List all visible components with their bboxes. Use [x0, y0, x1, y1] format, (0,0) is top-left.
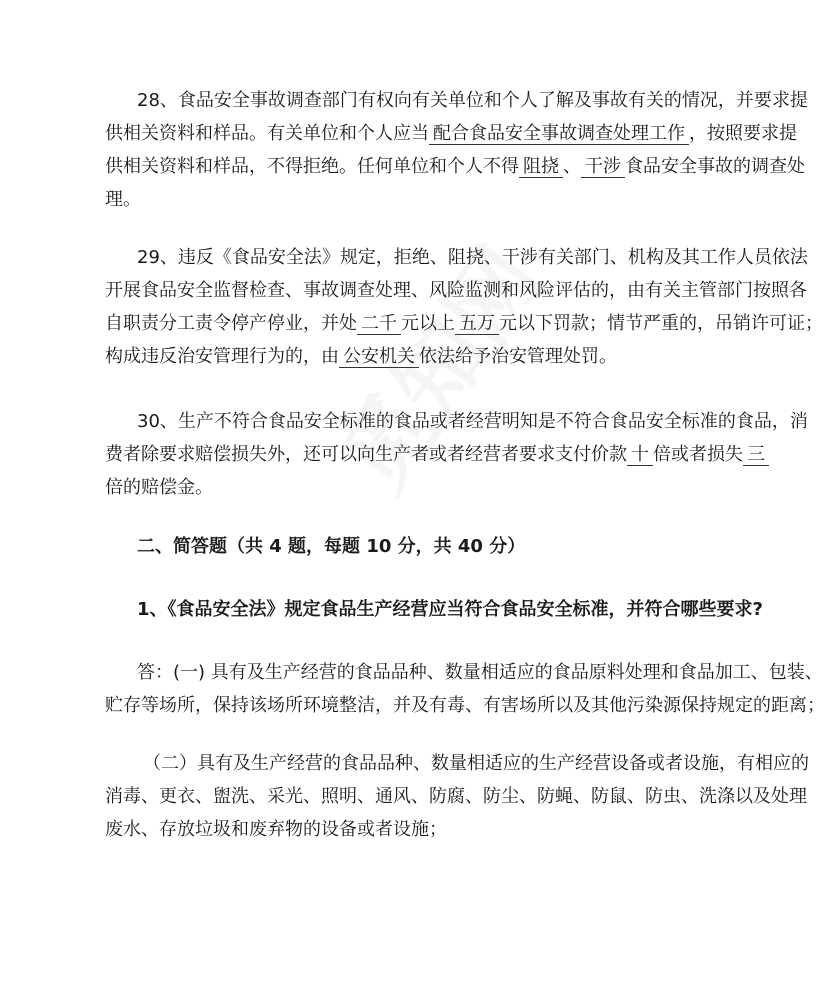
text-segment: 30、生产不符合食品安全标准的食品或者经营明知是不符合食品安全标准的食品，消: [137, 411, 808, 432]
text-segment: 费者除要求赔偿损失外，还可以向生产者或者经营者要求支付价款: [105, 444, 627, 465]
text-segment: 自职责分工责令停产停业，并处: [105, 313, 357, 334]
text-line: [105, 817, 737, 843]
text-segment: 食品安全事故的调查处: [625, 156, 805, 177]
text-line: [105, 88, 808, 114]
text-segment: 开展食品安全监督检查、事故调查处理、风险监测和风险评估的，由有关主管部门按照各: [105, 280, 807, 301]
text-segment: 倍的赔偿金。: [105, 477, 213, 498]
text-line: [105, 751, 809, 777]
text-line: [105, 278, 807, 304]
text-segment: 元以下罚款；情节严重的，吊销许可证；: [499, 313, 823, 334]
text-segment: 28、食品安全事故调查部门有权向有关单位和个人了解及事故有关的情况，并要求提: [137, 90, 808, 111]
filled-blank-answer: 配合食品安全事故调查处理工作: [429, 123, 689, 145]
text-segment: 依法给予治安管理处罚。: [419, 346, 617, 367]
text-segment: （二）具有及生产经营的食品品种、数量相适应的生产经营设备或者设施，有相应的: [143, 753, 809, 774]
text-line: [105, 693, 825, 719]
text-line: [105, 442, 765, 468]
text-segment: 1、《食品安全法》规定食品生产经营应当符合食品安全标准，并符合哪些要求?: [137, 599, 763, 620]
filled-blank-answer: 五万: [455, 313, 499, 335]
text-line: [105, 784, 807, 810]
text-segment: 元以上: [401, 313, 455, 334]
filled-blank-answer: 干涉: [581, 156, 625, 178]
text-line: [105, 409, 808, 435]
text-segment: 供相关资料和样品。有关单位和个人应当: [105, 123, 429, 144]
text-segment: 二、简答题（共 4 题，每题 10 分，共 40 分）: [137, 536, 526, 557]
text-line: [105, 187, 737, 213]
text-line: [105, 344, 737, 370]
text-segment: 贮存等场所，保持该场所环境整洁，并及有毒、有害场所以及其他污染源保持规定的距离；: [105, 695, 825, 716]
text-segment: 、: [563, 156, 581, 177]
text-line: [105, 534, 737, 560]
text-segment: 供相关资料和样品，不得拒绝。任何单位和个人不得: [105, 156, 519, 177]
text-line: [105, 475, 737, 501]
text-line: [105, 245, 808, 271]
text-line: [105, 660, 823, 686]
text-segment: 理。: [105, 189, 141, 210]
text-line: [105, 311, 823, 337]
filled-blank-answer: 公安机关: [339, 346, 419, 368]
text-line: [105, 121, 797, 147]
filled-blank-answer: 阻挠: [519, 156, 563, 178]
text-segment: 29、违反《食品安全法》规定，拒绝、阻挠、干涉有关部门、机构及其工作人员依法: [137, 247, 808, 268]
text-segment: 倍或者损失: [653, 444, 743, 465]
filled-blank-answer: 十: [627, 444, 653, 466]
filled-blank-answer: 三: [743, 444, 769, 466]
text-segment: 答：(一) 具有及生产经营的食品品种、数量相适应的食品原料处理和食品加工、包装、: [137, 662, 823, 683]
text-segment: 废水、存放垃圾和废弃物的设备或者设施；: [105, 819, 447, 840]
text-segment: ，按照要求提: [689, 123, 797, 144]
text-line: [105, 154, 805, 180]
text-segment: 构成违反治安管理行为的，由: [105, 346, 339, 367]
text-segment: 消毒、更衣、盥洗、采光、照明、通风、防腐、防尘、防蝇、防鼠、防虫、洗涤以及处理: [105, 786, 807, 807]
text-line: [105, 597, 763, 623]
filled-blank-answer: 二千: [357, 313, 401, 335]
